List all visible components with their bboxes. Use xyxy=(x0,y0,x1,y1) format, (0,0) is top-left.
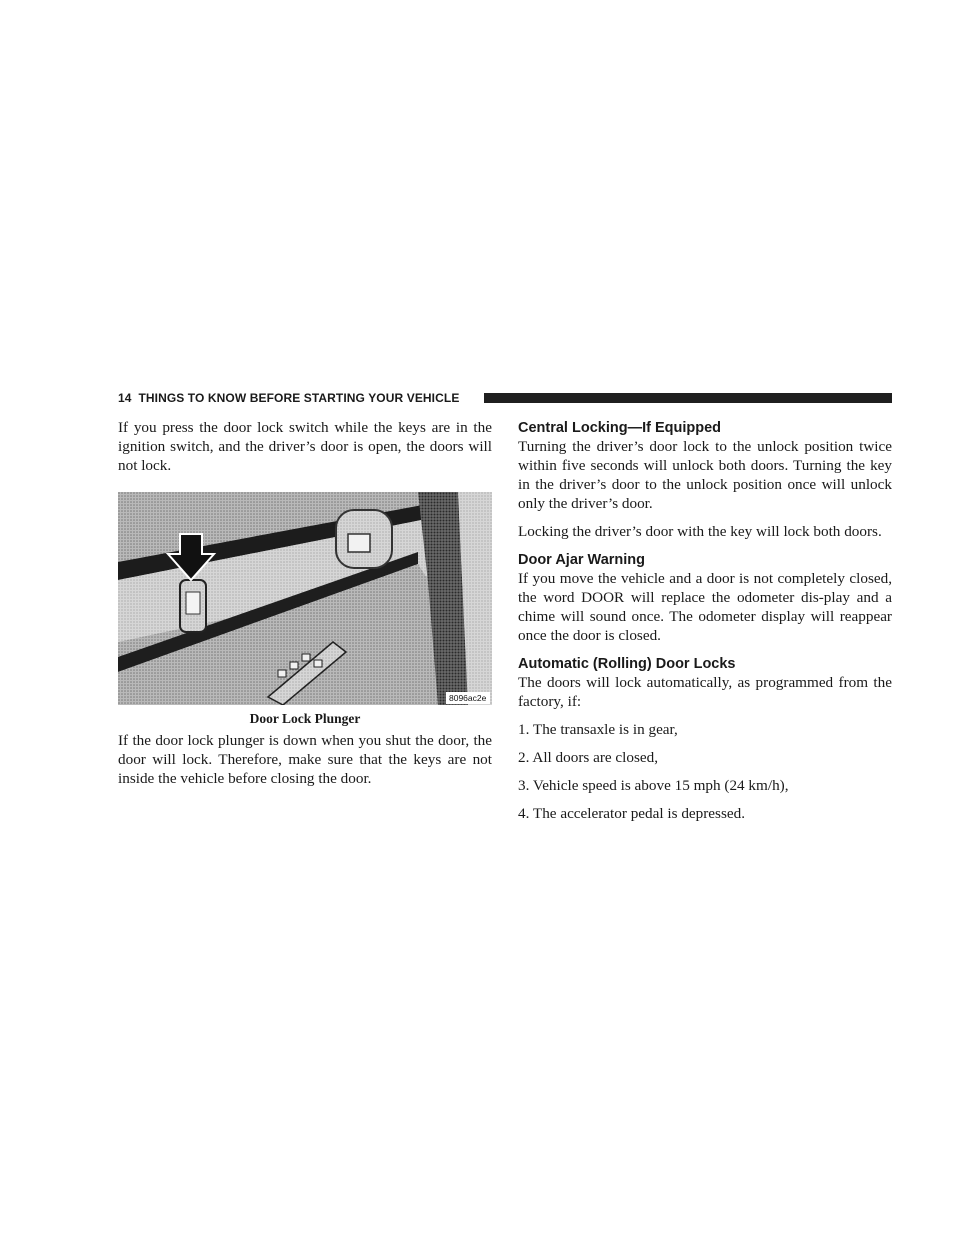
central-locking-para2: Locking the driver’s door with the key will lock both doors. xyxy=(518,523,882,540)
auto-locks-heading: Automatic (Rolling) Door Locks xyxy=(518,656,736,672)
door-ajar-heading: Door Ajar Warning xyxy=(518,552,646,568)
plunger-paragraph: If the door lock plunger is down when you shut the door, the door will lock. Therefore, make sure that the keys are not inside the vehicle before closing the door. xyxy=(118,732,492,787)
list-item: 3. Vehicle speed is above 15 mph (24 km/h), xyxy=(518,777,789,794)
door-ajar-para: If you move the vehicle and a door is not completely closed, the word DOOR will replace the odometer dis-play and a chime will sound once. The odometer display will reappear once the door is closed. xyxy=(518,570,892,644)
section-title: THINGS TO KNOW BEFORE STARTING YOUR VEHICLE xyxy=(138,391,460,405)
auto-lock-conditions-list xyxy=(518,720,892,823)
page-number: 14 xyxy=(118,391,132,405)
header-rule xyxy=(484,393,892,403)
image-code: 8096ac2e xyxy=(449,693,487,703)
door-lock-figure xyxy=(118,492,492,705)
central-locking-heading: Central Locking—If Equipped xyxy=(518,420,722,436)
auto-locks-para: The doors will lock automatically, as programmed from the factory, if: xyxy=(518,674,892,710)
central-locking-para1: Turning the driver’s door lock to the unlock position twice within five seconds will unlock both doors. Turning the key in the driver’s door to the unlock position once will unlock only the driver’s door. xyxy=(518,438,892,512)
left-column xyxy=(118,418,492,788)
list-item: 4. The accelerator pedal is depressed. xyxy=(518,805,746,822)
door-panel-illustration xyxy=(118,492,492,705)
right-column xyxy=(518,418,892,832)
page-header xyxy=(118,389,892,407)
list-item: 2. All doors are closed, xyxy=(518,749,659,766)
header-text xyxy=(118,391,459,405)
figure-caption: Door Lock Plunger xyxy=(249,711,361,726)
list-item: 1. The transaxle is in gear, xyxy=(518,721,678,738)
intro-paragraph: If you press the door lock switch while the keys are in the ignition switch, and the driver’s door is open, the doors will not lock. xyxy=(118,419,492,474)
